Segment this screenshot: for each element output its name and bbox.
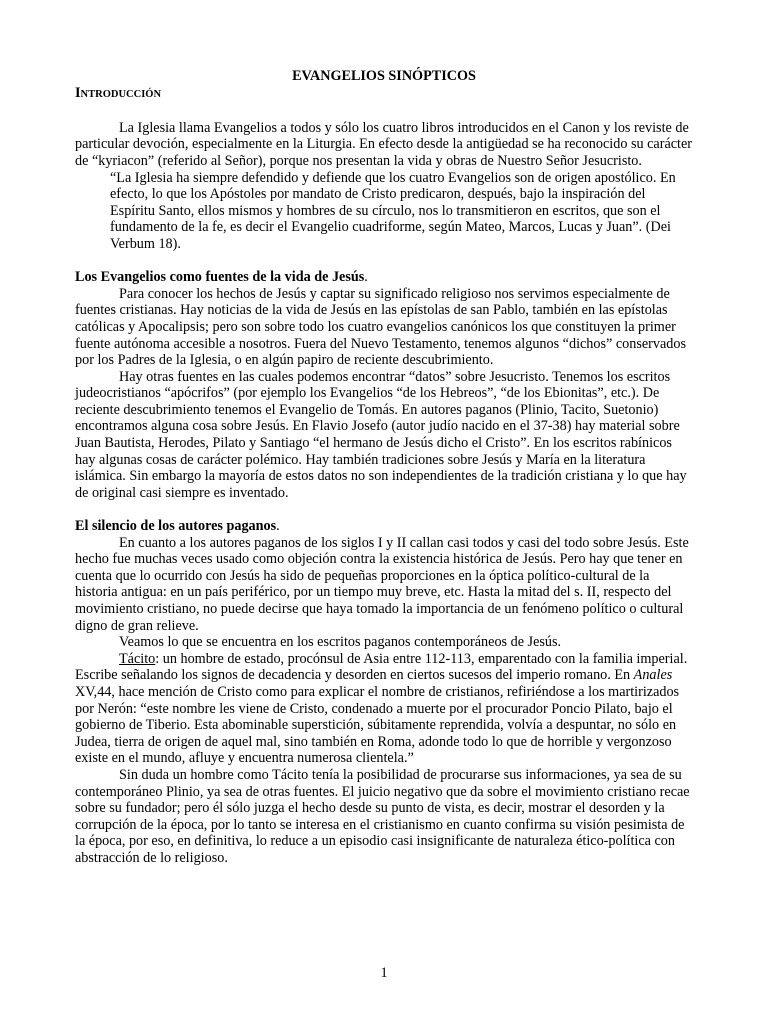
section1-paragraph-1: Para conocer los hechos de Jesús y captar su significado religioso nos servimos especialmente de fuentes cristianas. Hay noticias de la vida de Jesús en las epístolas de san Pablo, también en las epístolas católicas y Apocalipsis; pero son sobre todo los cuatro evangelios canónicos los que constituyen la primer fuente autónoma accesible a nosotros. Fuera del Nuevo Testamento, tenemos algunos “dichos” conservados por los Padres de la Iglesia, o en algún papiro de reciente descubrimiento. bbox=[75, 285, 686, 369]
section-heading-text: Los Evangelios como fuentes de la vida de Jesús bbox=[75, 269, 365, 286]
section2-paragraph-2: Veamos lo que se encuentra en los escritos paganos contemporáneos de Jesús. bbox=[119, 634, 562, 651]
introduction-heading-rest: NTRODUCCIÓN bbox=[80, 88, 162, 100]
spacer bbox=[75, 103, 693, 120]
introduction-heading-initial: I bbox=[75, 84, 81, 101]
intro-paragraph: La Iglesia llama Evangelios a todos y sólo los cuatro libros introducidos en el Canon y los reviste de particular devoción, especialmente en la Liturgia. En efecto desde la antigüedad se ha reconocido su carácter de “kyriacon” (referido al Señor), porque nos presentan la vida y obras de Nuestro Señor Jesucristo. bbox=[75, 119, 693, 169]
page-number: 1 bbox=[380, 965, 388, 981]
dei-verbum-quote: “La Iglesia ha siempre defendido y defiende que los cuatro Evangelios son de origen apostólico. En efecto, lo que los Apóstoles por mandato de Cristo predicaron, después, bajo la inspiración del Espíritu Santo, ellos mismos y hombres de su círculo, nos lo transmitieron en escritos, que son el fundamento de la fe, es decir el Evangelio cuadriforme, según Mateo, Marcos, Lucas y Juan”. (Dei Verbum 18). bbox=[110, 169, 676, 252]
heading-period: . bbox=[276, 518, 280, 535]
heading-period: . bbox=[364, 269, 368, 286]
tacito-text-a: : un hombre de estado, procónsul de Asia entre 112-113, emparentado con la familia imperial. Escribe señalando los signos de decadencia y desorden en ciertos sucesos del imperio romano. En bbox=[75, 650, 688, 684]
section2-paragraph-4: Sin duda un hombre como Tácito tenía la posibilidad de procurarse sus informaciones, ya sea de su contemporáneo Plinio, ya sea de otras fuentes. El juicio negativo que da sobre el movimiento cristiano recae sobre su fundador; pero él sólo juzga el hecho desde su punto de vista, es decir, mostrar el desorden y la corrupción de la época, por lo tanto se interesa en el cristianismo en cuanto confirma su visión pesimista de la época, por eso, en definitiva, lo reduce a un episodio casi insignificante de naturaleza ético-política con abstracción de lo religioso. bbox=[75, 766, 690, 866]
section-heading-silencio bbox=[75, 518, 693, 535]
document-body bbox=[75, 68, 693, 867]
document-title: EVANGELIOS SINÓPTICOS bbox=[292, 68, 476, 84]
spacer bbox=[75, 501, 693, 518]
section2-paragraph-1: En cuanto a los autores paganos de los siglos I y II callan casi todos y casi del todo sobre Jesús. Este hecho fue muchas veces usado como objeción contra la existencia histórica de Jesús. Pero hay que tener en cuenta que lo ocurrido con Jesús ha sido de pequeñas proporciones en la óptica político-cultural de la historia antigua: en un país periférico, por un tiempo muy breve, etc. Hasta la mitad del s. II, respecto del movimiento cristiano, no puede decirse que haya tomado la importancia de un fenómeno político o cultural digno de gran relieve. bbox=[75, 534, 689, 634]
introduction-heading bbox=[75, 85, 693, 104]
anales-title: Anales bbox=[633, 667, 673, 684]
section-heading-text: El silencio de los autores paganos bbox=[75, 518, 277, 535]
tacito-text-b: XV,44, hace mención de Cristo como para explicar el nombre de cristianos, refiriéndose a los martirizados por Nerón: “este nombre les viene de Cristo, condenado a muerte por el procurador Poncio Pilato, bajo el gobierno de Tiberio. Esta abominable superstición, súbitamente reprendida, volvía a despuntar, no sólo en Judea, tierra de origen de aquel mal, sino también en Roma, adonde todo lo que de horrible y vergonzoso existe en el mundo, afluye y encuentra numerosa clientela.” bbox=[75, 683, 680, 767]
tacito-name: Tácito bbox=[119, 650, 156, 667]
section1-paragraph-2: Hay otras fuentes en las cuales podemos encontrar “datos” sobre Jesucristo. Tenemos los escritos judeocristianos “apócrifos” (por ejemplo los Evangelios “de los Hebreos”, “de los Ebionitas”, etc.). De reciente descubrimiento tenemos el Evangelio de Tomás. En autores paganos (Plinio, Tacito, Suetonio) encontramos alguna cosa sobre Jesús. En Flavio Josefo (autor judío nacido en el 37-38) hay material sobre Juan Bautista, Herodes, Pilato y Santiago “el hermano de Jesús dicho el Cristo”. En los escritos rabínicos hay algunas cosas de carácter polémico. Hay también tradiciones sobre Jesús y María en la literatura islámica. Sin embargo la mayoría de estos datos no son independientes de la tradición cristiana y lo que hay de original casi siempre es inventado. bbox=[75, 368, 687, 501]
section-heading-evangelios bbox=[75, 269, 693, 286]
tacito-paragraph bbox=[75, 651, 693, 767]
spacer bbox=[75, 253, 693, 270]
